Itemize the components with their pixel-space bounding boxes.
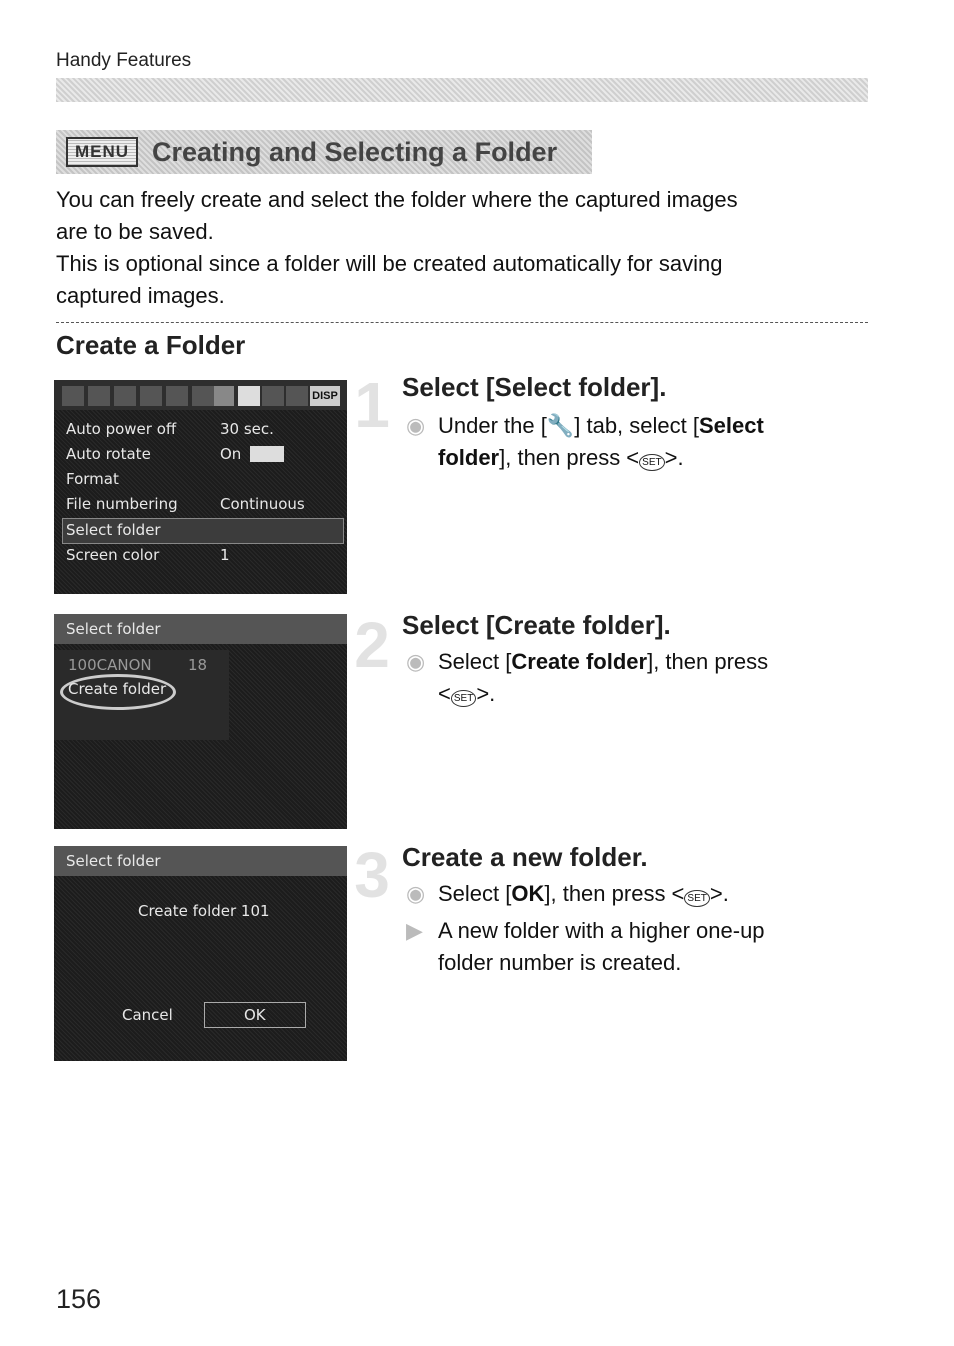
set-button-icon: SET — [451, 690, 476, 707]
intro-line: are to be saved. — [56, 219, 214, 244]
camera-tab-icon — [140, 386, 162, 406]
screen-title: Select folder — [66, 852, 161, 870]
page-number: 156 — [56, 1284, 102, 1314]
menu-item-label: Auto rotate — [66, 445, 151, 463]
step-number: 2 — [354, 609, 390, 681]
page-title: Creating and Selecting a Folder — [152, 136, 558, 167]
menu-item-label: Auto power off — [66, 420, 177, 438]
bullet-icon: ◉ — [406, 413, 426, 438]
menu-item-value: On — [220, 445, 242, 463]
intro-line: You can freely create and select the folder where the captured images — [56, 187, 738, 212]
menu-badge: MENU — [66, 137, 138, 167]
header-band — [56, 78, 868, 102]
dialog-message: Create folder 101 — [138, 902, 270, 920]
camera-screen-create-folder — [54, 846, 347, 1061]
title-band — [56, 130, 592, 174]
set-button-icon: SET — [684, 890, 709, 907]
menu-item-value: 30 sec. — [220, 420, 274, 438]
intro-line: This is optional since a folder will be created automatically for saving — [56, 251, 723, 276]
ok-label: OK — [244, 1006, 266, 1024]
menu-item-value: 1 — [220, 546, 230, 564]
step-number: 3 — [354, 839, 390, 911]
step-number: 1 — [354, 369, 390, 441]
folder-count: 18 — [188, 656, 208, 674]
camera-tab-icon — [114, 386, 136, 406]
wrench-tab-icon — [262, 386, 284, 406]
cancel-button: Cancel — [122, 1006, 173, 1024]
step-instruction: ◉ Select [Create folder], then press < SET >. — [406, 646, 866, 715]
step-title: Select [Select folder]. — [402, 372, 667, 402]
step-title: Select [Create folder]. — [402, 610, 671, 640]
create-folder-item: Create folder — [68, 680, 167, 698]
step-instruction: ◉ Select [OK], then press < SET >. ▶ A new folder with a higher one-up folder number is created. — [406, 878, 866, 979]
camera-screen-select-folder — [54, 614, 347, 829]
camera-monitor-icon — [250, 446, 284, 462]
camera-tab-icon — [88, 386, 110, 406]
wrench-tab-icon — [214, 386, 234, 406]
menu-item-label: Select folder — [66, 521, 161, 539]
screen-title: Select folder — [66, 620, 161, 638]
section-header: Handy Features — [56, 50, 192, 71]
bullet-icon: ◉ — [406, 649, 426, 674]
camera-tab-icon — [62, 386, 84, 406]
folder-name: 100CANON — [68, 656, 152, 674]
step-title: Create a new folder. — [402, 842, 648, 872]
menu-item-label: File numbering — [66, 495, 178, 513]
camera-screen-setup-menu — [54, 380, 347, 594]
menu-tabs — [54, 380, 347, 410]
custom-tab-icon — [286, 386, 308, 406]
subheading: Create a Folder — [56, 330, 246, 360]
wrench-tab-icon — [238, 386, 260, 406]
arrow-icon: ▶ — [406, 918, 423, 943]
wrench-icon: 🔧 — [546, 413, 575, 438]
disp-badge: DISP — [310, 386, 340, 406]
divider — [56, 322, 868, 323]
intro-line: captured images. — [56, 283, 225, 308]
menu-item-label: Screen color — [66, 546, 160, 564]
play-tab-icon — [166, 386, 188, 406]
bullet-icon: ◉ — [406, 881, 426, 906]
set-button-icon: SET — [639, 454, 664, 471]
menu-item-value: Continuous — [220, 495, 305, 513]
play-tab-icon — [192, 386, 214, 406]
step-instruction: ◉ Under the [🔧] tab, select [Select folder], then press < SET >. — [406, 410, 866, 479]
menu-item-label: Format — [66, 470, 119, 488]
